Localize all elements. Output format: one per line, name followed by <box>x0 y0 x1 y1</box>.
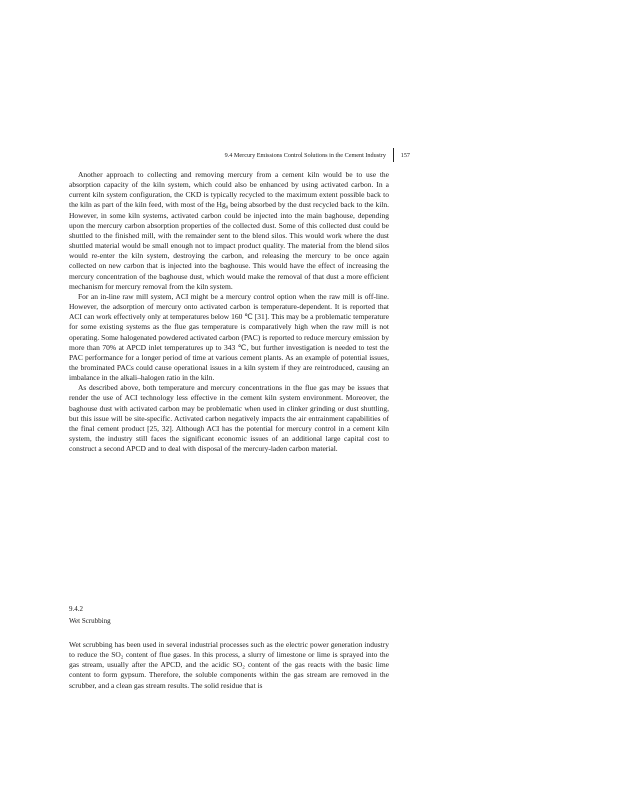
paragraph: Another approach to collecting and removing mercury from a cement kiln would be to use the absorption capacity of the kiln system, which could also be enhanced by using activated carbon. In a current kiln system configuration, the CKD is typically recycled to the maximum extent possible back to the kiln as part of the kiln feed, with most of the Hg₀ being absorbed by the dust recycled back to the kiln. However, in some kiln systems, activated carbon could be injected into the main baghouse, depending upon the mercury carbon absorption properties of the collected dust. Some of this collected dust could be shuttled to the finished mill, with the remainder sent to the blend silos. This would work where the dust shuttled material would be small enough not to impact product quality. The material from the blend silos would re-enter the kiln system, destroying the carbon, and releasing the mercury to be once again collected on new carbon that is injected into the baghouse. This would have the effect of increasing the mercury concentration of the baghouse dust, which would make the removal of that dust a more efficient mechanism for mercury removal from the kiln system. <box>69 170 389 291</box>
section-number: 9.4.2 <box>69 605 83 613</box>
page-number: 157 <box>400 152 410 159</box>
header-divider <box>393 148 394 162</box>
body-text-wet-scrubbing <box>69 640 389 691</box>
running-title: 9.4 Mercury Emissions Control Solutions in the Cement Industry <box>224 152 386 159</box>
body-text <box>69 170 389 454</box>
section-title: Wet Scrubbing <box>69 617 111 625</box>
paragraph: As described above, both temperature and mercury concentrations in the flue gas may be issues that render the use of ACI technology less effective in the cement kiln system environment. Moreover, the baghouse dust with activated carbon may be problematic when used in clinker grinding or dust shuttling, but this issue will be site-specific. Activated carbon negatively impacts the air entrainment capabilities of the final cement product [25, 32]. Although ACI has the potential for mercury control in a cement kiln system, the industry still faces the significant economic issues of an additional large capital cost to construct a second APCD and to deal with disposal of the mercury-laden carbon material. <box>69 383 389 454</box>
paragraph: Wet scrubbing has been used in several industrial processes such as the electric power generation industry to reduce the SO₂ content of flue gases. In this process, a slurry of limestone or lime is sprayed into the gas stream, usually after the APCD, and the acidic SO₂ content of the gas reacts with the basic lime content to form gypsum. Therefore, the soluble components within the gas stream are removed in the scrubber, and a clean gas stream results. The solid residue that is <box>69 640 389 690</box>
running-header <box>188 150 410 162</box>
paragraph: For an in-line raw mill system, ACI might be a mercury control option when the raw mill is off-line. However, the adsorption of mercury onto activated carbon is temperature-dependent. It is reported that ACI can work effectively only at temperatures below 160 ℃ [31]. This may be a problematic temperature for some existing systems as the flue gas temperature is comparatively high when the raw mill is not operating. Some halogenated powdered activated carbon (PAC) is reported to reduce mercury emission by more than 70% at APCD inlet temperatures up to 343 ℃, but further investigation is needed to test the PAC performance for a longer period of time at various cement plants. As an example of potential issues, the brominated PACs could cause operational issues in a kiln system if they are reintroduced, causing an imbalance in the alkali–halogen ratio in the kiln. <box>69 291 389 383</box>
